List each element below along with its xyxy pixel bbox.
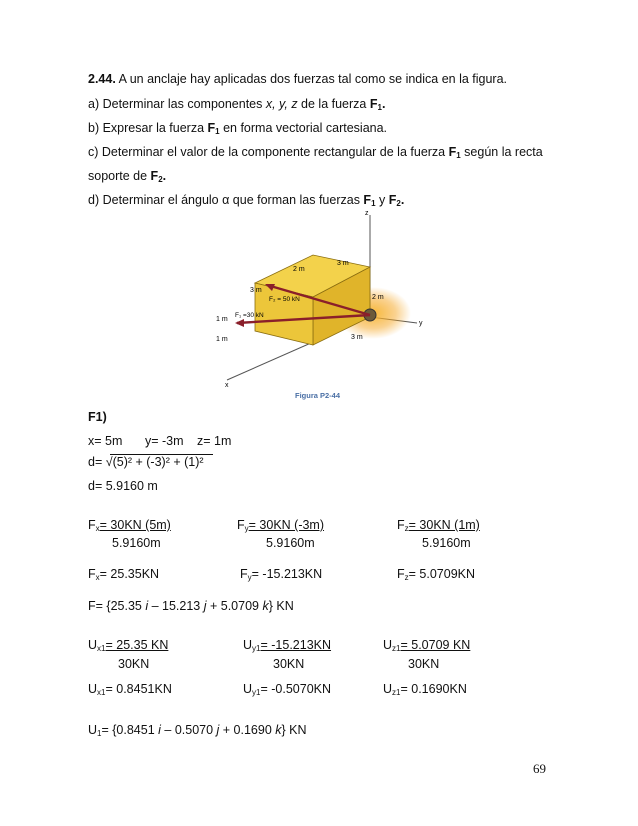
problem-number: 2.44. bbox=[88, 72, 116, 86]
fz-numerator: $F_z= 30KN$ (1m) bbox=[397, 518, 480, 533]
vector-u: $U_1= \{0.8451$ i – 0.5070 j + 0.1690 k} KN bbox=[88, 723, 307, 738]
problem-statement: A un anclaje hay aplicadas dos fuerzas tal como se indica en la figura. bbox=[115, 72, 508, 86]
coord-y: y= -3m bbox=[145, 434, 184, 448]
dim-2m-right: 2 m bbox=[372, 294, 384, 301]
figure-p2-44 bbox=[205, 205, 445, 405]
fz-denominator: 5.9160m bbox=[422, 536, 471, 550]
problem-line-1 bbox=[88, 72, 507, 86]
ux-result: $U_{x1}= 0.8451KN$ bbox=[88, 682, 172, 697]
uy-result: $U_{y1}= -0.5070KN$ bbox=[243, 682, 332, 697]
problem-part-d: d) Determinar el ángulo α que forman las fuerzas $F_1$ y $F_2$. bbox=[88, 193, 405, 208]
vector-f: F= {25.35 i – 15.213 j + 5.0709 k} KN bbox=[88, 599, 294, 613]
uz-numerator: $U_{z1}= 5.0709$ KN bbox=[383, 638, 471, 653]
ux-numerator: $U_{x1}= 25.35$ KN bbox=[88, 638, 169, 653]
uy-numerator: $U_{y1}= -15.213KN$ bbox=[243, 638, 332, 653]
f2-label: F₂ = 50 kN bbox=[269, 296, 300, 303]
fy-denominator: 5.9160m bbox=[266, 536, 315, 550]
dim-2m-top: 2 m bbox=[293, 266, 305, 273]
y-axis-label: y bbox=[419, 320, 423, 327]
problem-part-a: a) Determinar las componentes x, y, z de la fuerza $F_1$. bbox=[88, 97, 386, 112]
uz-denominator: 30KN bbox=[408, 657, 440, 671]
coord-x: x= 5m bbox=[88, 434, 123, 448]
dim-3m-bottom: 3 m bbox=[351, 334, 363, 341]
problem-part-b: b) Expresar la fuerza $F_1$ en forma vectorial cartesiana. bbox=[88, 121, 388, 136]
fx-numerator: $F_x= 30KN$ (5m) bbox=[88, 518, 171, 533]
fz-result: $F_z= 5.0709KN$ bbox=[397, 567, 476, 582]
f1-label: F₁ =30 kN bbox=[235, 312, 264, 319]
figure-caption: Figura P2-44 bbox=[295, 391, 341, 400]
dim-3m-left: 3 m bbox=[250, 287, 262, 294]
problem-part-c: c) Determinar el valor de la componente rectangular de la fuerza $F_1$ según la recta bbox=[88, 145, 543, 160]
x-axis-label: x bbox=[225, 382, 229, 389]
fx-denominator: 5.9160m bbox=[112, 536, 161, 550]
z-axis-label: z bbox=[365, 210, 369, 217]
ux-denominator: 30KN bbox=[118, 657, 150, 671]
figure-diagram bbox=[205, 205, 445, 405]
f1-arrow-head bbox=[235, 319, 244, 327]
page-number: 69 bbox=[533, 761, 546, 776]
uz-result: $U_{z1}= 0.1690KN$ bbox=[383, 682, 467, 697]
fy-result: $F_y= -15.213KN$ bbox=[240, 567, 323, 582]
dim-1m-b: 1 m bbox=[216, 336, 228, 343]
dim-3m-top: 3 m bbox=[337, 260, 349, 267]
coord-z: z= 1m bbox=[197, 434, 232, 448]
problem-part-c-line2: soporte de $F_2$. bbox=[88, 169, 167, 184]
fy-numerator: $F_y= 30KN$ (-3m) bbox=[237, 518, 325, 533]
uy-denominator: 30KN bbox=[273, 657, 305, 671]
dim-1m-a: 1 m bbox=[216, 316, 228, 323]
distance-result: d= 5.9160 m bbox=[88, 479, 158, 493]
f1-header: F1) bbox=[88, 410, 107, 424]
fx-result: $F_x= 25.35KN$ bbox=[88, 567, 160, 582]
distance-formula: d= √(5)² + (-3)² + (1)² bbox=[88, 455, 204, 469]
